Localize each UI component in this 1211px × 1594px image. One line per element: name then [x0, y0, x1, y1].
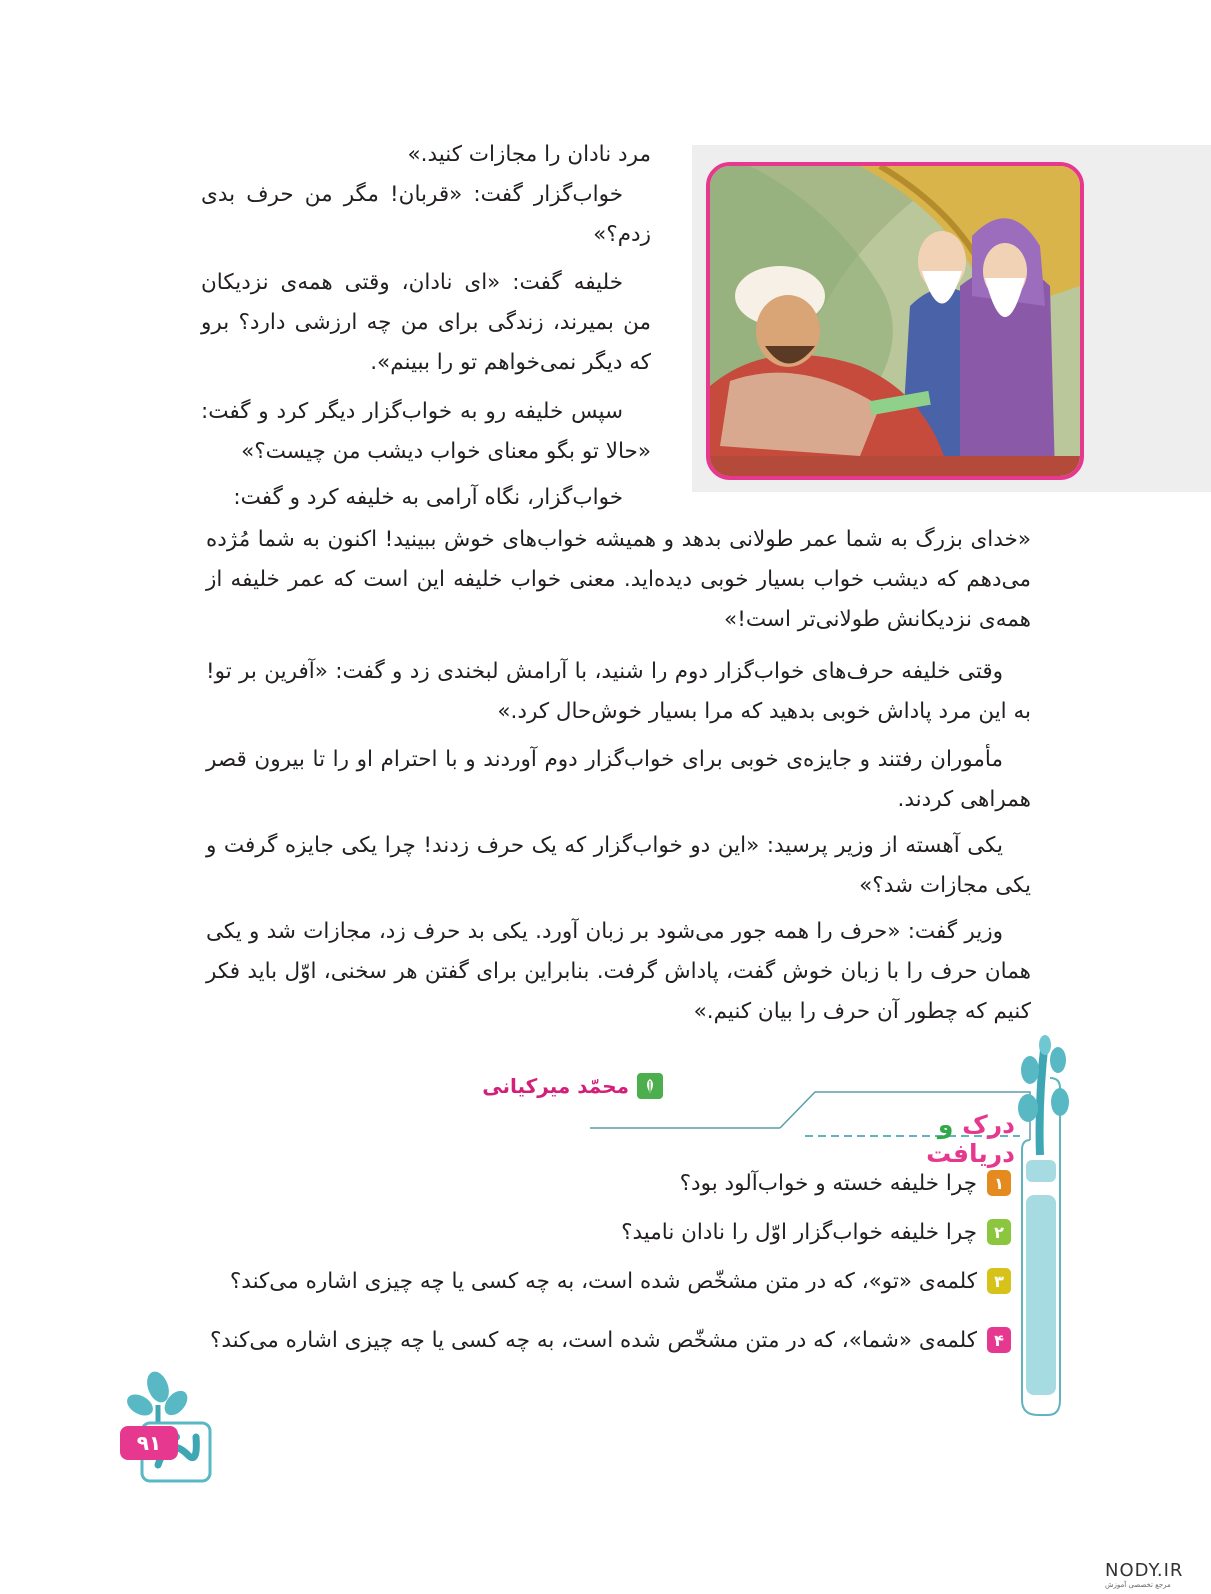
story-paragraph: سپس خلیفه رو به خواب‌گزار دیگر کرد و گفت: «حالا تو بگو معنای خواب دیشب من چیست؟» — [201, 399, 651, 464]
question-number: ۱ — [987, 1170, 1011, 1196]
story-paragraph: خلیفه گفت: «ای نادان، وقتی همه‌ی نزدیکان من بمیرند، زندگی برای من چه ارزشی دارد؟ برو که دیگر نمی‌خواهم تو را ببینم». — [201, 270, 651, 375]
question-text: چرا خلیفه خواب‌گزار اوّل را نادان نامید؟ — [621, 1219, 977, 1245]
story-paragraph: مأموران رفتند و جایزه‌ی خوبی برای خواب‌گزار دوم آوردند و با احترام او را تا بیرون قصر همراهی کردند. — [206, 747, 1031, 812]
question-item — [230, 1268, 1011, 1294]
question-number: ۳ — [987, 1268, 1011, 1294]
question-number: ۴ — [987, 1327, 1011, 1353]
section-title — [845, 1110, 1015, 1168]
author-name: محمّد میرکیانی — [482, 1074, 629, 1098]
story-paragraph: خواب‌گزار گفت: «قربان! مگر من حرف بدی زدم؟» — [201, 182, 651, 247]
section-title-part: درک — [962, 1110, 1015, 1139]
story-line: مرد نادان را مجازات کنید.» — [407, 142, 651, 167]
story-illustration — [706, 162, 1084, 480]
farsi-book-logo — [118, 1365, 218, 1485]
watermark — [1105, 1560, 1183, 1589]
question-item — [680, 1170, 1011, 1196]
story-paragraph: «خدای بزرگ به شما عمر طولانی بدهد و همیشه خواب‌های خوش ببینید! اکنون به شما مُژده می‌دهم که دیشب خواب بسیار خوبی دیده‌اید. معنی خواب خلیفه این است که عمر خلیفه از همه‌ی نزدیکانش طولانی‌تر است!» — [206, 527, 1031, 632]
question-text: کلمه‌ی «تو»، که در متن مشخّص شده است، به چه کسی یا چه چیزی اشاره می‌کند؟ — [229, 1268, 977, 1294]
story-paragraph: وقتی خلیفه حرف‌های خواب‌گزار دوم را شنید، با آرامش لبخندی زد و گفت: «آفرین بر تو! به این مرد پاداش خوبی بدهید که مرا بسیار خوش‌حال کرد.» — [206, 659, 1031, 724]
question-text: کلمه‌ی «شما»، که در متن مشخّص شده است، به چه کسی یا چه چیزی اشاره می‌کند؟ — [209, 1327, 977, 1353]
watermark-subtext: مرجع تخصصی آموزش — [1105, 1581, 1171, 1589]
question-text: چرا خلیفه خسته و خواب‌آلود بود؟ — [679, 1170, 977, 1196]
story-paragraph: خواب‌گزار، نگاه آرامی به خلیفه کرد و گفت: — [233, 485, 623, 510]
story-paragraph: وزیر گفت: «حرف را همه جور می‌شود بر زبان آورد. یکی بد حرف زد، مجازات شد و یکی همان حرف را با زبان خوش گفت، پاداش گرفت. بنابراین برای گفتن هر سخنی، اوّل باید فکر کنیم که چطور آن حرف را بیان کنیم.» — [206, 919, 1031, 1024]
page-number: ۹۱ — [120, 1426, 178, 1460]
section-title-conjunction: و — [937, 1110, 954, 1139]
question-item — [621, 1219, 1011, 1245]
watermark-text: NODY.IR — [1105, 1560, 1184, 1581]
section-title-part: دریافت — [926, 1139, 1015, 1168]
question-item — [210, 1327, 1011, 1353]
story-paragraph: یکی آهسته از وزیر پرسید: «این دو خواب‌گزار که یک حرف زدند! چرا یکی جایزه گرفت و یکی مجازات شد؟» — [206, 833, 1031, 898]
question-number: ۲ — [987, 1219, 1011, 1245]
